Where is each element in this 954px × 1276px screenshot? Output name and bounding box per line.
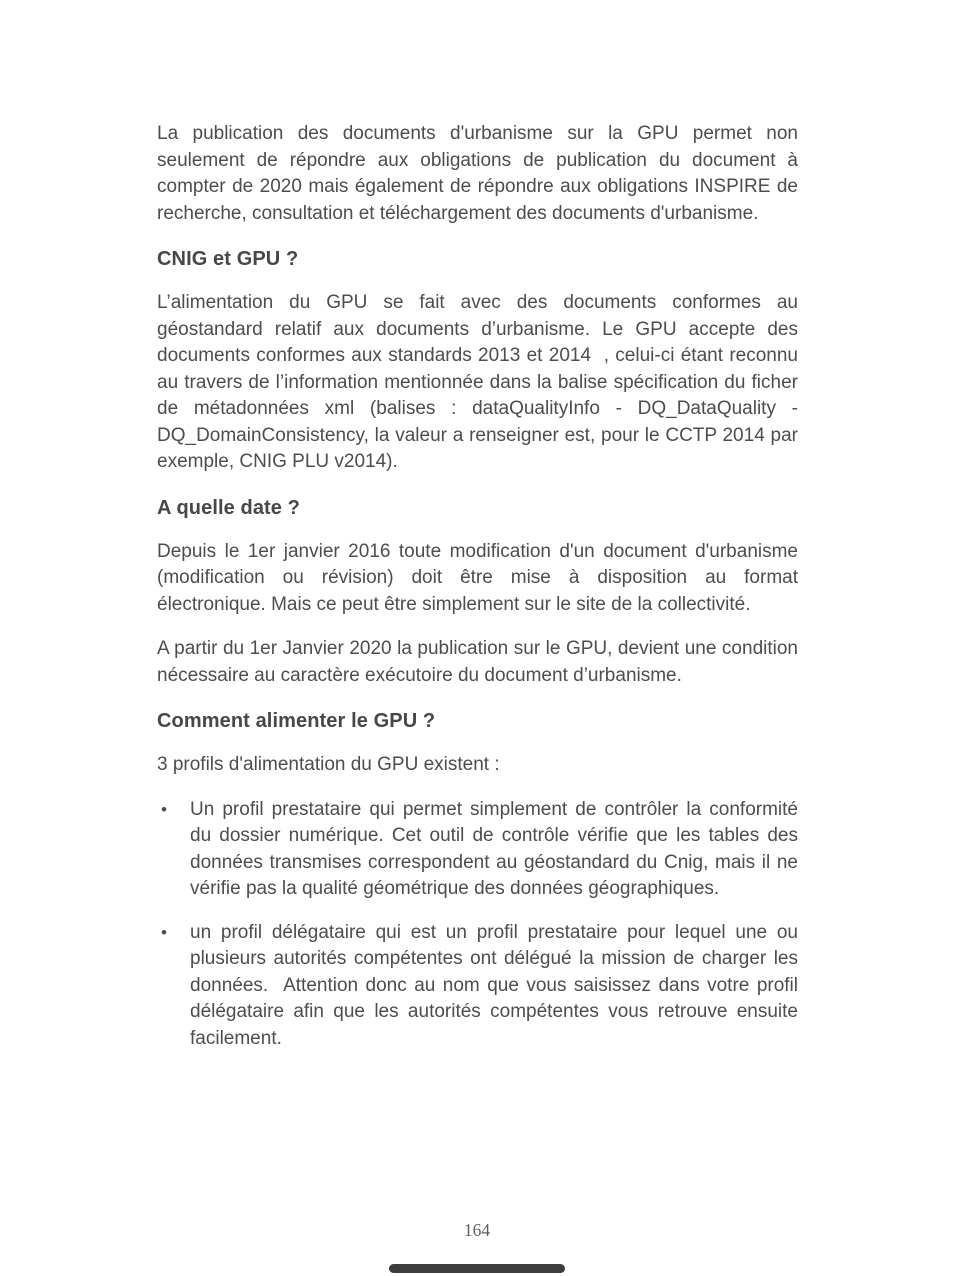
bullet-text-profil-delegataire: un profil délégataire qui est un profil prestataire pour lequel une ou plusieurs autorités compétentes ont délégué la mission de charger les données. Attention donc au nom que vous saisissez dans votre profil délégataire afin que les autorités compétentes vous retrouve ensuite facilement. xyxy=(190,921,798,1049)
list-item-profil-prestataire xyxy=(157,797,798,903)
heading-comment-alimenter: Comment alimenter le GPU ? xyxy=(157,710,436,732)
bullet-icon: • xyxy=(161,799,167,819)
paragraph-cnig: L’alimentation du GPU se fait avec des documents conformes au géostandard relatif aux documents d’urbanisme. Le GPU accepte des documents conformes aux standards 2013 et 2014 , celui-ci étant reconnu au travers de l’information mentionnée dans la balise spécification du ficher de métadonnées xml (balises : dataQualityInfo - DQ_DataQuality - DQ_DomainConsistency, la valeur a renseigner est, pour le CCTP 2014 par exemple, CNIG PLU v2014). xyxy=(157,292,798,472)
page-number: 164 xyxy=(463,1220,491,1240)
paragraph-date-1: Depuis le 1er janvier 2016 toute modification d'un document d'urbanisme (modification ou révision) doit être mise à disposition au format électronique. Mais ce peut être simplement sur le site de la collectivité. xyxy=(157,540,798,615)
bullet-list xyxy=(157,797,798,1053)
home-indicator-bar[interactable] xyxy=(389,1264,565,1273)
paragraph-intro: La publication des documents d'urbanisme sur la GPU permet non seulement de répondre aux obligations de publication du document à compter de 2020 mais également de répondre aux obligations INSPIRE de recherche, consultation et téléchargement des documents d'urbanisme. xyxy=(157,123,798,224)
bullet-icon: • xyxy=(161,922,167,942)
page-content xyxy=(157,121,798,1069)
page-footer xyxy=(0,1220,954,1241)
heading-cnig-et-gpu: CNIG et GPU ? xyxy=(157,248,299,270)
list-item-profil-delegataire xyxy=(157,920,798,1053)
paragraph-profils-intro: 3 profils d'alimentation du GPU existent : xyxy=(157,754,500,775)
paragraph-date-2: A partir du 1er Janvier 2020 la publication sur le GPU, devient une condition nécessaire au caractère exécutoire du document d’urbanisme. xyxy=(157,638,798,686)
bullet-text-profil-prestataire: Un profil prestataire qui permet simplement de contrôler la conformité du dossier numérique. Cet outil de contrôle vérifie que les tables des données transmises correspondent au géostandard du Cnig, mais il ne vérifie pas la qualité géométrique des données géographiques. xyxy=(190,798,798,899)
heading-a-quelle-date: A quelle date ? xyxy=(157,496,301,519)
